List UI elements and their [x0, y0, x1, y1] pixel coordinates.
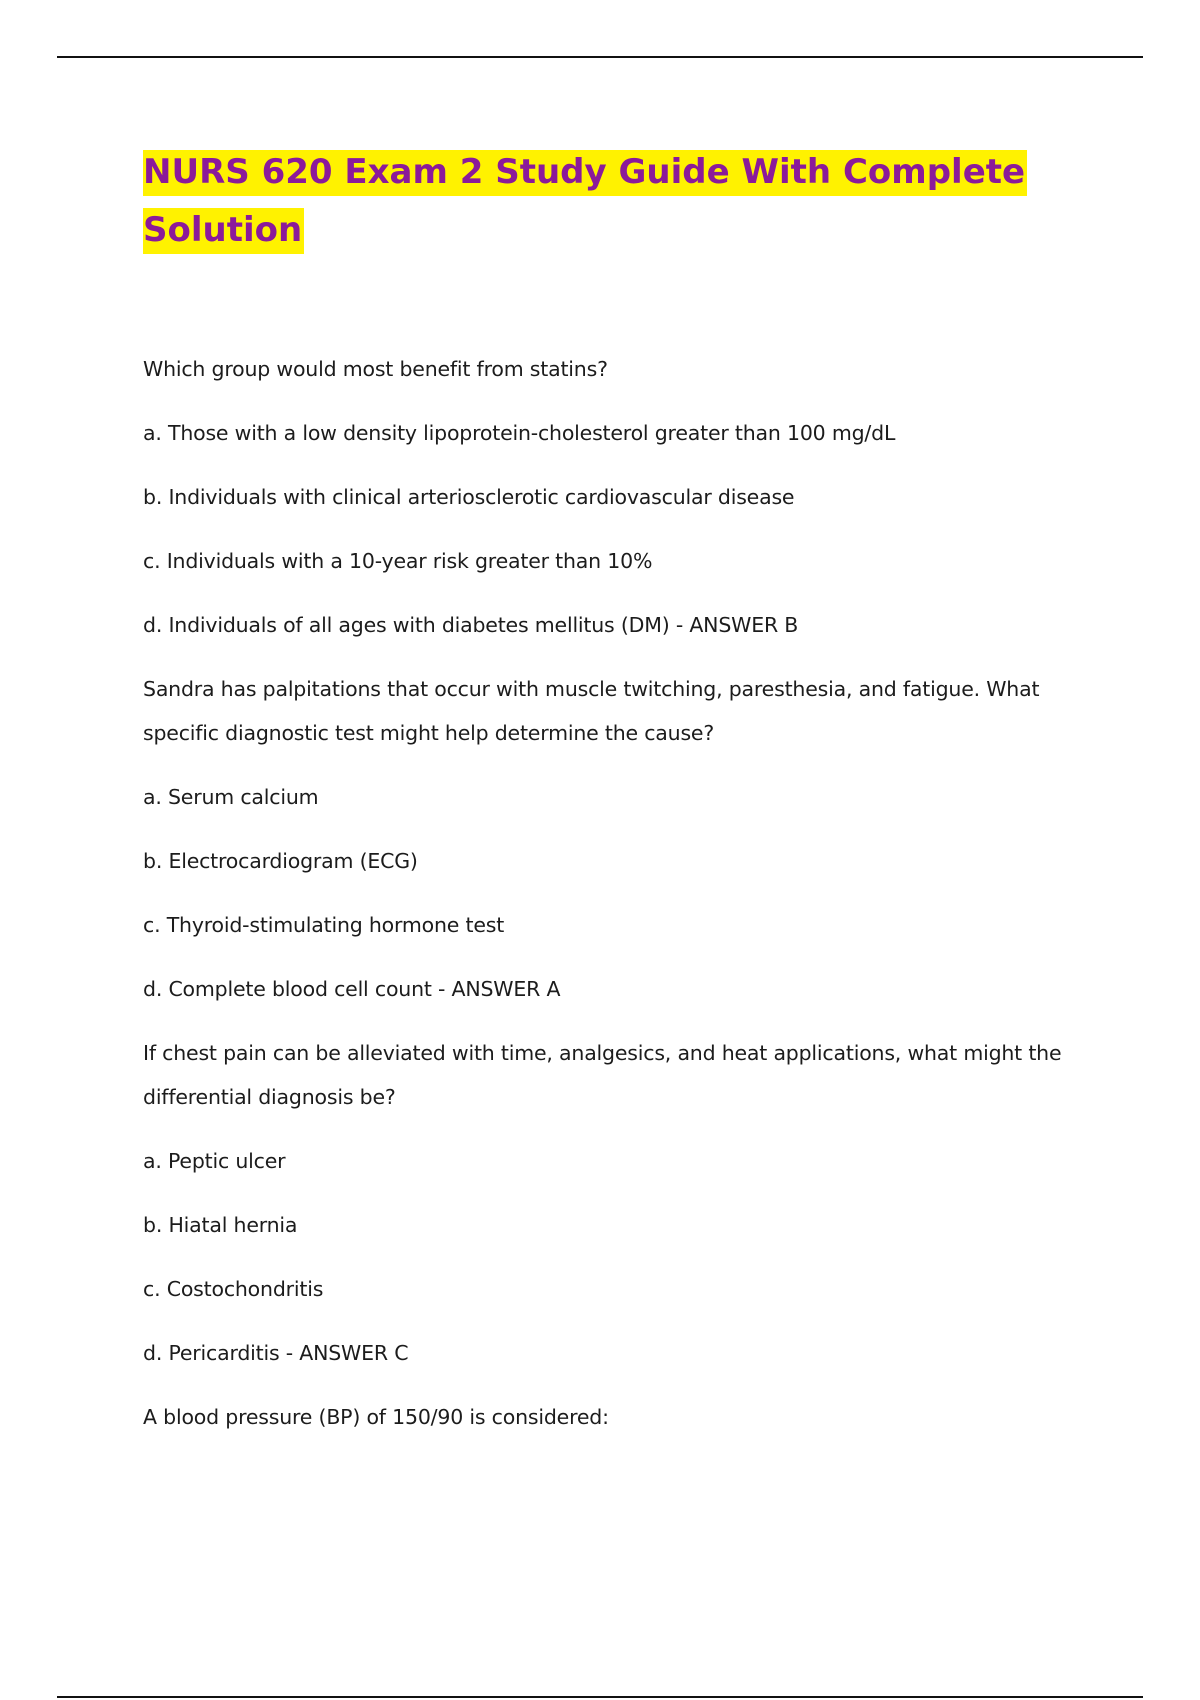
- question-3-option-c: c. Costochondritis: [143, 1277, 324, 1301]
- question-3-option-a: a. Peptic ulcer: [143, 1149, 286, 1173]
- question-1-option-c: c. Individuals with a 10-year risk greater than 10%: [143, 549, 653, 573]
- document-title: [143, 143, 1073, 259]
- top-rule: [57, 56, 1143, 58]
- question-1-option-d-answer: d. Individuals of all ages with diabetes mellitus (DM) - ANSWER B: [143, 613, 799, 637]
- question-3-option-b: b. Hiatal hernia: [143, 1213, 298, 1237]
- question-3-option-d-answer: d. Pericarditis - ANSWER C: [143, 1341, 409, 1365]
- question-2-text: Sandra has palpitations that occur with muscle twitching, paresthesia, and fatigue. What specific diagnostic test might help determine the cause?: [143, 677, 1040, 745]
- bottom-rule: [57, 1696, 1143, 1698]
- question-4-text: A blood pressure (BP) of 150/90 is considered:: [143, 1405, 609, 1429]
- question-1-option-b: b. Individuals with clinical arteriosclerotic cardiovascular disease: [143, 485, 795, 509]
- question-3-text: If chest pain can be alleviated with time, analgesics, and heat applications, what might the differential diagnosis be?: [143, 1041, 1062, 1109]
- question-1-text: Which group would most benefit from statins?: [143, 357, 608, 381]
- question-2-option-b: b. Electrocardiogram (ECG): [143, 849, 418, 873]
- question-2-option-a: a. Serum calcium: [143, 785, 319, 809]
- title-highlight: NURS 620 Exam 2 Study Guide With Complete Solution: [143, 150, 1027, 254]
- question-1-option-a: a. Those with a low density lipoprotein-cholesterol greater than 100 mg/dL: [143, 421, 896, 445]
- question-2-option-d-answer: d. Complete blood cell count - ANSWER A: [143, 977, 561, 1001]
- document-body: [143, 347, 1083, 1439]
- question-2-option-c: c. Thyroid-stimulating hormone test: [143, 913, 505, 937]
